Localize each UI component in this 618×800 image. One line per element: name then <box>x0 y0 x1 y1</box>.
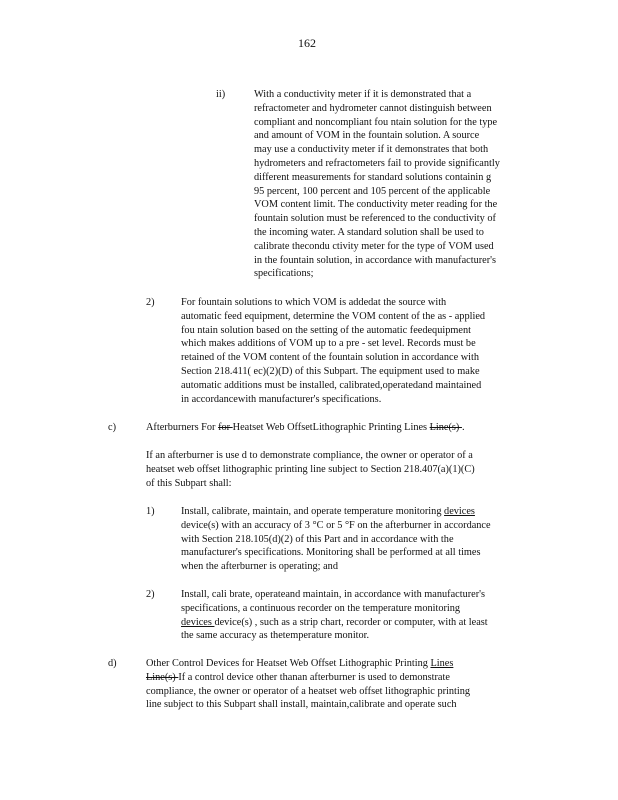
item-c2-text <box>181 588 488 643</box>
item-2-label: 2) <box>146 297 155 308</box>
line-text: If a control device other thanan afterburner is used to demonstrate <box>178 671 450 683</box>
underlined-text: devices <box>444 506 475 517</box>
text-line: For fountain solutions to which VOM is addedat the source with <box>181 297 447 308</box>
line-text: Other Control Devices for Heatset Web Offset Lithographic Printing <box>146 658 431 669</box>
struck-text: for <box>218 422 233 433</box>
text-line <box>146 657 470 671</box>
section-d-text <box>146 657 470 712</box>
text-line: the incoming water. A standard solution shall be used to <box>254 226 484 238</box>
text-line: in the fountain solution, in accordance with manufacturer's <box>254 254 497 266</box>
text-line: Section 218.411( ec)(2)(D) of this Subpart. The equipment used to make <box>181 365 480 377</box>
section-c-intro <box>146 449 475 490</box>
section-d-label: d) <box>108 658 117 669</box>
text-line: automatic additions must be installed, calibrated,operatedand maintained <box>181 379 482 391</box>
line-text: device(s) , such as a strip chart, recorder or computer, with at least <box>214 616 488 628</box>
text-line: different measurements for standard solutions containin g <box>254 171 492 183</box>
text-line: calibrate thecondu ctivity meter for the type of VOM used <box>254 240 494 252</box>
struck-text: Line(s) <box>146 671 179 683</box>
heading-text: . <box>461 422 465 433</box>
underlined-text: devices <box>181 616 215 628</box>
text-line: compliant and noncompliant fou ntain solution for the type <box>254 116 498 128</box>
text-line: fountain solution must be referenced to the conductivity of <box>254 213 496 225</box>
text-line: device(s) with an accuracy of 3 °C or 5 °F on the afterburner in accordance <box>181 519 491 531</box>
item-ii-text <box>254 88 500 281</box>
text-line: with Section 218.105(d)(2) of this Part and in accordance with the <box>181 533 454 545</box>
item-c2-label: 2) <box>146 589 155 600</box>
text-line <box>146 671 470 685</box>
text-line: may use a conductivity meter if it demonstrates that both <box>254 144 489 156</box>
text-line: retained of the VOM content of the fountain solution in accordance with <box>181 352 480 364</box>
text-line: specifications, a continuous recorder on the temperature monitoring <box>181 602 461 614</box>
heading-text: Heatset Web OffsetLithographic Printing Lines <box>232 422 430 433</box>
text-line: heatset web offset lithographic printing line subject to Section 218.407(a)(1)(C) <box>146 463 475 475</box>
section-c-heading <box>146 421 465 435</box>
text-line: VOM content limit. The conductivity meter reading for the <box>254 199 498 211</box>
text-line: and amount of VOM in the fountain solution. A source <box>254 130 480 142</box>
text-line: when the afterburner is operating; and <box>181 561 338 573</box>
text-line: hydrometers and refractometers fail to provide significantly <box>254 157 500 169</box>
text-line: Install, cali brate, operateand maintain, in accordance with manufacturer's <box>181 589 486 600</box>
text-line: 95 percent, 100 percent and 105 percent of the applicable <box>254 185 491 197</box>
section-c-label: c) <box>108 422 116 433</box>
text-line: If an afterburner is use d to demonstrate compliance, the owner or operator of a <box>146 450 473 461</box>
text-line: the same accuracy as thetemperature monitor. <box>181 630 370 642</box>
text-line <box>181 505 491 519</box>
text-line: of this Subpart shall: <box>146 477 232 489</box>
text-line: compliance, the owner or operator of a heatset web offset lithographic printing <box>146 685 471 697</box>
item-2-text <box>181 296 485 406</box>
text-line: manufacturer's specifications. Monitoring shall be performed at all times <box>181 547 481 559</box>
item-c1-text <box>181 505 491 574</box>
item-ii-label: ii) <box>216 89 226 100</box>
heading-text: Afterburners For <box>146 422 219 433</box>
line-text: Install, calibrate, maintain, and operate temperature monitoring <box>181 506 445 517</box>
text-line: line subject to this Subpart shall install, maintain,calibrate and operate such <box>146 699 457 711</box>
text-line: refractometer and hydrometer cannot distinguish between <box>254 102 492 114</box>
item-c1-label: 1) <box>146 506 155 517</box>
struck-text: Line(s) <box>429 422 462 433</box>
text-line <box>181 616 488 630</box>
text-line: which makes additions of VOM up to a pre - set level. Records must be <box>181 338 476 350</box>
text-line: in accordancewith manufacturer's specifications. <box>181 393 382 405</box>
text-line: automatic feed equipment, determine the VOM content of the as - applied <box>181 310 486 322</box>
text-line: With a conductivity meter if it is demonstrated that a <box>254 89 472 100</box>
page-number: 162 <box>298 36 316 50</box>
underlined-text: Lines <box>430 658 454 669</box>
text-line: fou ntain solution based on the setting of the automatic feedequipment <box>181 324 471 336</box>
text-line: specifications; <box>254 268 314 280</box>
